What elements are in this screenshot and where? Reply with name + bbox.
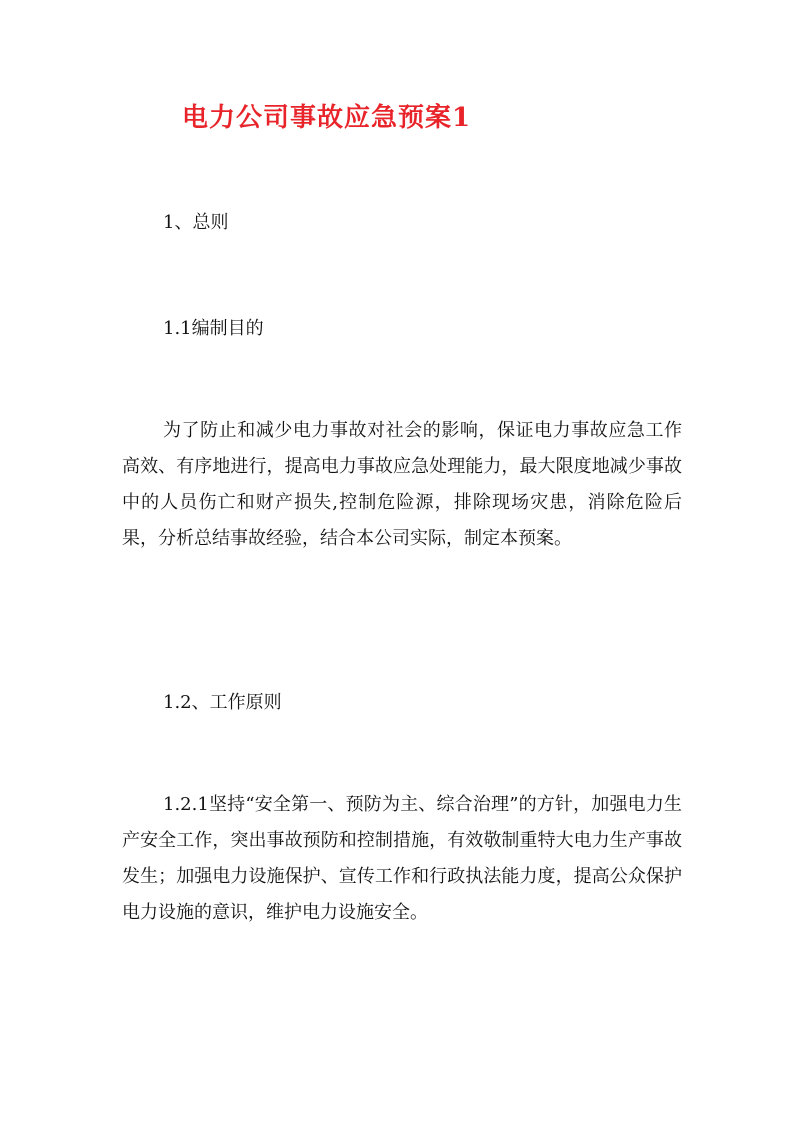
section-heading-general: 1、总则 <box>163 212 229 233</box>
paragraph-principle-1: 1.2.1坚持“安全第一、预防为主、综合治理”的方针，加强电力生产安全工作，突出事故预防和控制措施，有效敬制重特大电力生产事故发生；加强电力设施保护、宣传工作和行政执法能力度，提高公众保护电力设施的意识，维护电力设施安全。 <box>122 794 682 923</box>
document-title: 电力公司事故应急预案1 <box>182 103 472 133</box>
section-heading-purpose: 1.1编制目的 <box>163 318 264 339</box>
section-heading-principles: 1.2、工作原则 <box>163 692 282 713</box>
paragraph-purpose: 为了防止和减少电力事故对社会的影响，保证电力事故应急工作高效、有序地进行，提高电力事故应急处理能力，最大限度地减少事故中的人员伤亡和财产损失,控制危险源，排除现场灾患，消除危险后果，分析总结事故经验，结合本公司实际，制定本预案。 <box>122 420 682 549</box>
